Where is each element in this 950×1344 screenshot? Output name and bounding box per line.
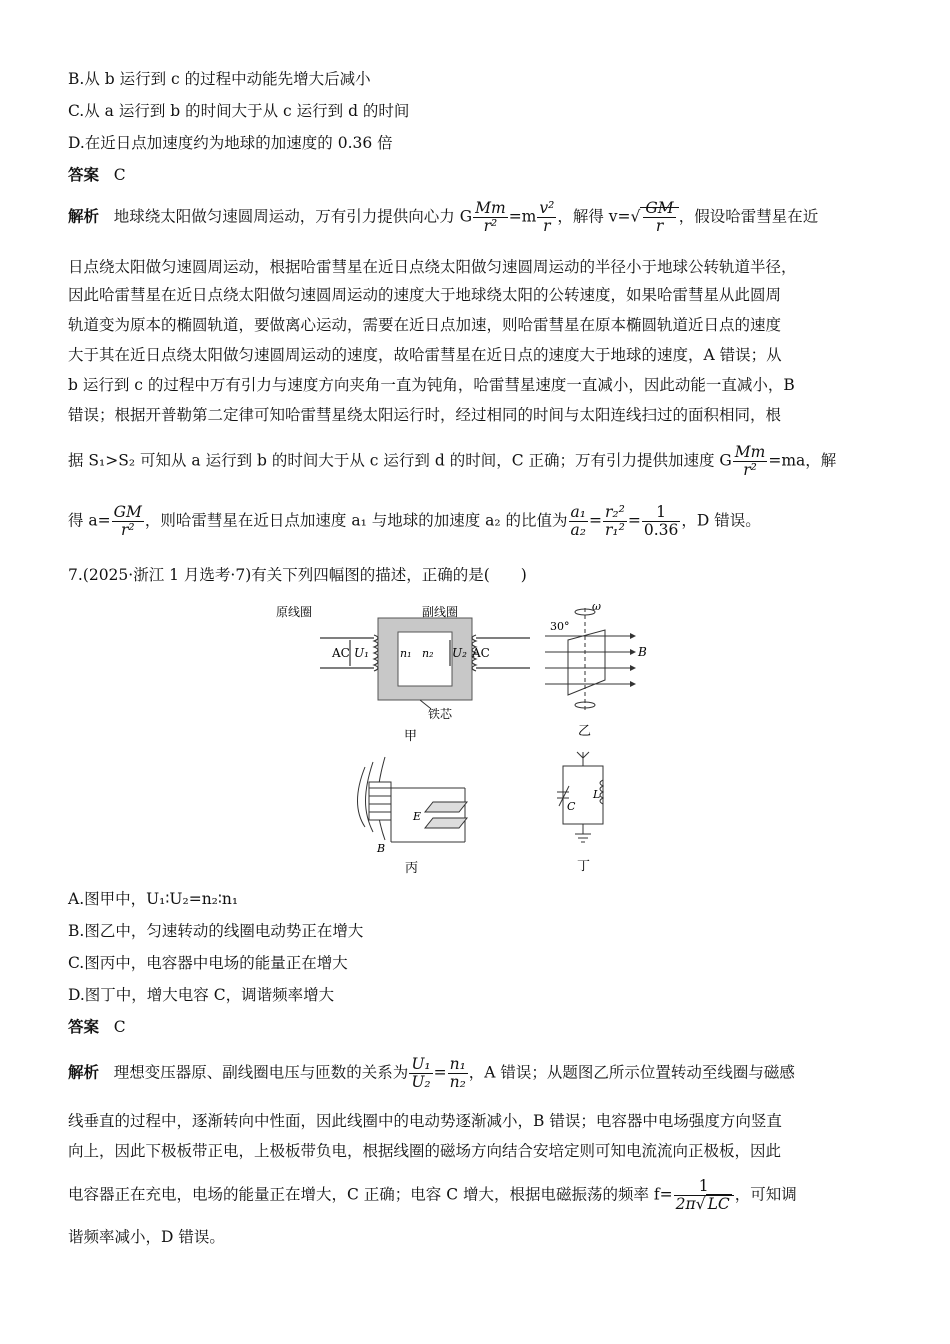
analysis-label: 解析 — [68, 1062, 100, 1082]
svg-text:30°: 30° — [550, 620, 570, 633]
fraction: $\frac{\text{r₂²}}{\text{r₁²}}$ — [605, 503, 625, 540]
svg-text:AC: AC — [332, 646, 350, 660]
q6-analysis-line-7: 错误；根据开普勒第二定律可知哈雷彗星绕太阳运行时，经过相同的时间与太阳连线扫过的面积相同，根 — [68, 406, 782, 424]
lc-circuit-diagram — [555, 748, 625, 878]
q7-option-d: D.图丁中，增大电容 C，调谐频率增大 — [68, 986, 335, 1004]
q7-option-b: B.图乙中，匀速转动的线圈电动势正在增大 — [68, 922, 364, 940]
figure-ding — [555, 748, 625, 878]
svg-text:AC: AC — [472, 646, 490, 660]
fraction: $\frac{1}{0.36}$ — [643, 503, 679, 540]
svg-text:n₂: n₂ — [422, 647, 434, 660]
q7-analysis-line-4: 电容器正在充电，电场的能量正在增大，C 正确；电容 C 增大，根据电磁振荡的频率 f= $\frac{1}{2\pi√ LC}$ ，可知调 — [68, 1177, 797, 1214]
q7-option-a: A.图甲中，U₁∶U₂=n₂∶n₁ — [68, 890, 239, 908]
q7-analysis-line-1: 解析 理想变压器原、副线圈电压与匝数的关系为 $\frac{\text{U₁}}{\text{U₂}}$ = $\frac{\text{n₁}}{\text{n₂}}$ ，A 错误；从题图乙所示位置转动至线圈与磁感 — [68, 1055, 795, 1092]
q6-option-b: B.从 b 运行到 c 的过程中动能先增大后减小 — [68, 70, 371, 88]
fraction: $\frac{\text{v²}}{r}$ — [539, 199, 555, 236]
secondary-coil-label: 副线圈 — [422, 605, 459, 619]
fraction: $\frac{GM}{r}$ — [645, 199, 674, 236]
answer-value: C — [113, 1018, 126, 1036]
q6-analysis-line-5: 大于其在近日点绕太阳做匀速圆周运动的速度，故哈雷彗星在近日点的速度大于地球的速度，A 错误；从 — [68, 346, 782, 364]
core-label: 铁芯 — [428, 707, 453, 721]
q6-option-c: C.从 a 运行到 b 的时间大于从 c 运行到 d 的时间 — [68, 102, 410, 120]
q7-option-c: C.图丙中，电容器中电场的能量正在增大 — [68, 954, 348, 972]
svg-text:n₁: n₁ — [400, 647, 412, 660]
figure-jia — [276, 600, 500, 750]
q6-analysis-line-6: b 运行到 c 的过程中万有引力与速度方向夹角一直为钝角，哈雷彗星速度一直减小，因此动能一直减小，B — [68, 376, 795, 394]
caption-ding: 丁 — [577, 859, 591, 874]
svg-text:E: E — [413, 810, 422, 823]
q7-analysis-line-3: 向上，因此下极板带正电，上极板带负电，根据线圈的磁场方向结合安培定则可知电流流向正极板，因此 — [68, 1142, 782, 1160]
svg-text:B: B — [638, 645, 647, 659]
svg-text:L: L — [593, 788, 601, 801]
q7-answer — [68, 1016, 883, 1038]
svg-text:B: B — [377, 842, 386, 855]
q7-analysis-line-2: 线垂直的过程中，逐渐转向中性面，因此线圈中的电动势逐渐减小，B 错误；电容器中电场强度方向竖直 — [68, 1112, 782, 1130]
fraction: $\frac{GM}{\text{r²}}$ — [113, 503, 142, 540]
fraction: $\frac{Mm}{\text{r²}}$ — [734, 443, 766, 480]
answer-label: 答案 — [68, 165, 100, 184]
q7-analysis-line-5: 谐频率减小，D 错误。 — [68, 1228, 225, 1246]
caption-yi: 乙 — [578, 724, 592, 739]
rotating-coil-diagram — [540, 600, 660, 745]
q6-analysis-line-3: 因此哈雷彗星在近日点绕太阳做匀速圆周运动的速度大于地球绕太阳的公转速度，如果哈雷彗星从此圆周 — [68, 286, 782, 304]
q6-analysis-line-8: 据 S₁>S₂ 可知从 a 运行到 b 的时间大于从 c 运行到 d 的时间，C 正确；万有引力提供加速度 G $\frac{Mm}{\text{r²}}$ =ma，解 — [68, 443, 837, 480]
solenoid-capacitor-diagram — [355, 752, 485, 877]
q6-answer — [68, 164, 883, 186]
transformer-diagram — [276, 600, 500, 750]
answer-value: C — [113, 166, 126, 184]
figure-yi — [540, 600, 660, 745]
q7-stem: 7.(2025·浙江 1 月选考·7)有关下列四幅图的描述，正确的是( ) — [68, 566, 527, 584]
svg-text:U₁: U₁ — [354, 646, 369, 660]
fraction: $\frac{\text{a₁}}{\text{a₂}}$ — [570, 503, 587, 540]
fraction: $\frac{\text{n₁}}{\text{n₂}}$ — [449, 1055, 466, 1092]
svg-text:U₂: U₂ — [452, 646, 467, 660]
fraction: $\frac{1}{2\pi√ LC}$ — [674, 1178, 734, 1213]
figure-bing — [355, 752, 485, 877]
analysis-label: 解析 — [68, 206, 100, 226]
q6-option-d: D.在近日点加速度约为地球的加速度的 0.36 倍 — [68, 134, 393, 152]
q6-analysis-line-4: 轨道变为原本的椭圆轨道，要做离心运动，需要在近日点加速，则哈雷彗星在原本椭圆轨道近日点的速度 — [68, 316, 782, 334]
fraction: $\frac{\text{U₁}}{\text{U₂}}$ — [411, 1055, 431, 1092]
fraction: $\frac{Mm}{\text{r²}}$ — [475, 199, 506, 236]
primary-coil-label: 原线圈 — [276, 605, 313, 619]
caption-jia: 甲 — [404, 729, 418, 744]
answer-label: 答案 — [68, 1017, 100, 1036]
q6-analysis-line-9: 得 a= $\frac{GM}{\text{r²}}$ ，则哈雷彗星在近日点加速度 a₁ 与地球的加速度 a₂ 的比值为 $\frac{\text{a₁}}{\text{a₂}}$ = $\frac{\text{r₂²}}{\text{r₁²}}$ = $\frac{1}{0.36}$ ，D 错误。 — [68, 503, 761, 540]
svg-text:ω: ω — [592, 600, 601, 613]
svg-text:C: C — [567, 800, 576, 813]
caption-bing: 丙 — [405, 861, 419, 876]
q6-analysis-line-2: 日点绕太阳做匀速圆周运动，根据哈雷彗星在近日点绕太阳做匀速圆周运动的半径小于地球公转轨道半径， — [68, 258, 797, 276]
q6-analysis-line-1: 解析 地球绕太阳做匀速圆周运动，万有引力提供向心力 G $\frac{Mm}{\text{r²}}$ =m $\frac{\text{v²}}{r}$ ，解得 v=√ $\frac{GM}{r}$ ，假设哈雷彗星在近 — [68, 199, 819, 236]
